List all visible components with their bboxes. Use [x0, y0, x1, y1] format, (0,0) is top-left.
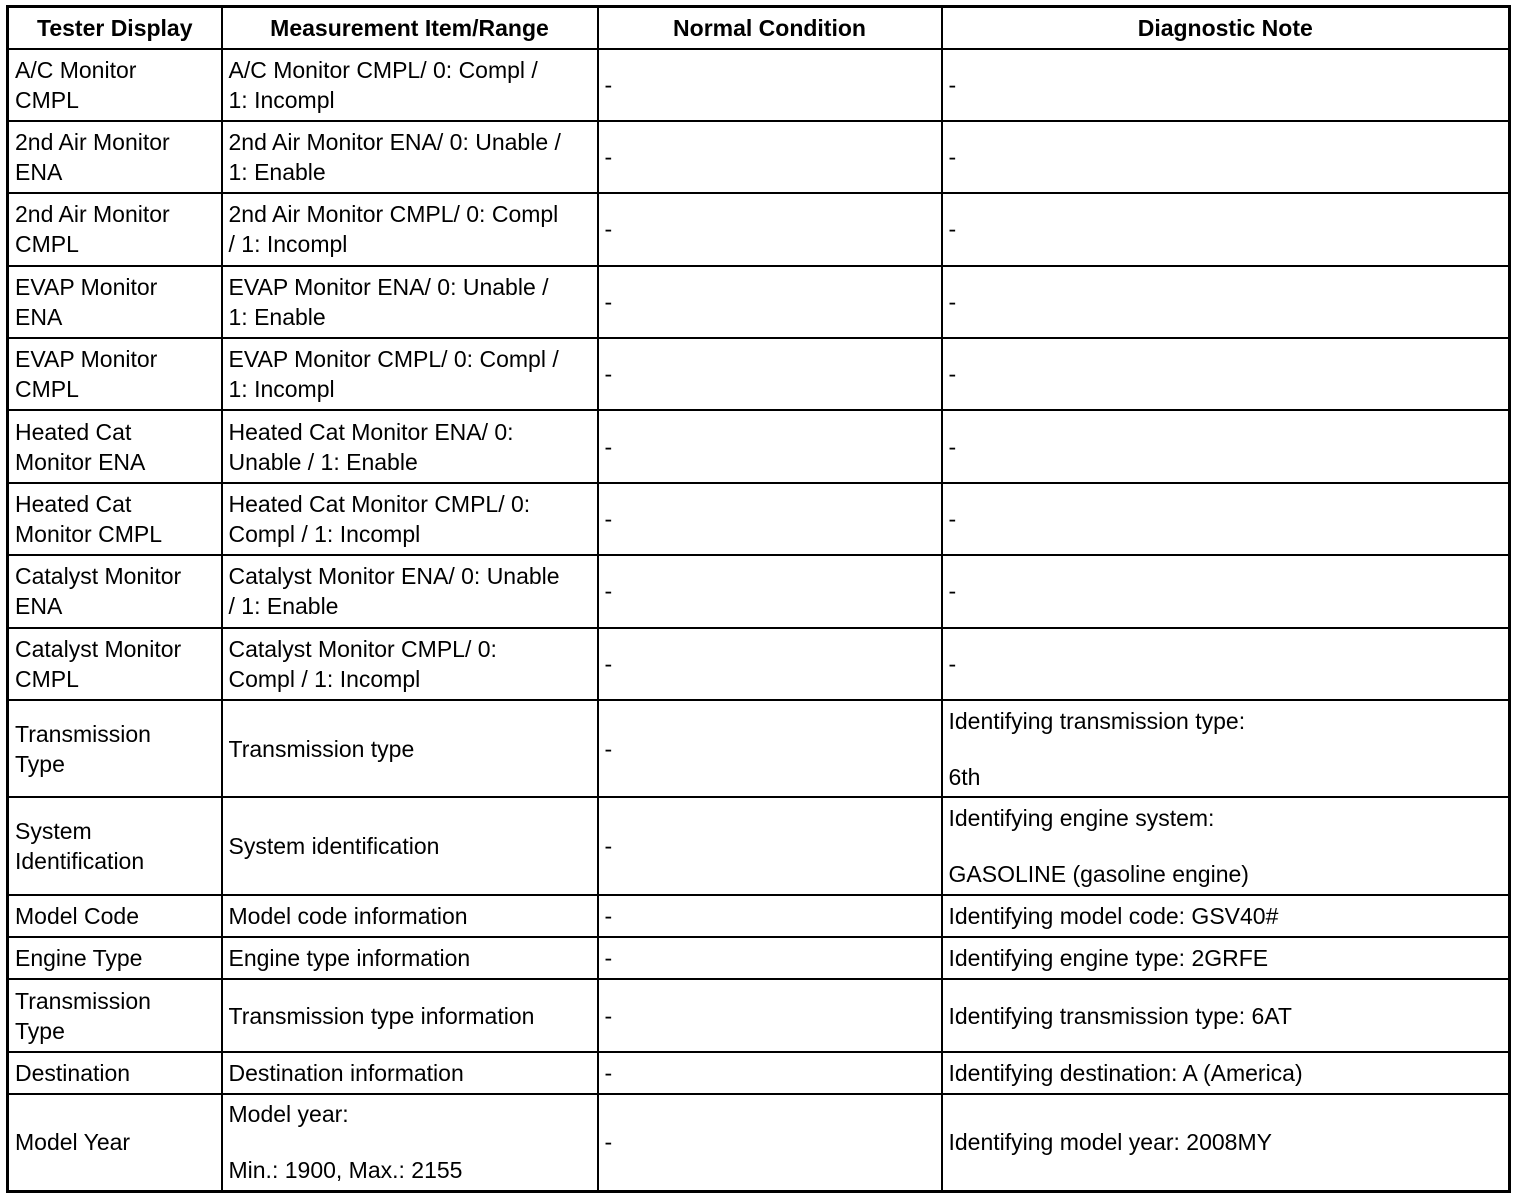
- cell-text-line: 2nd Air Monitor ENA/ 0: Unable /: [228, 129, 561, 156]
- tester-display-cell: [8, 700, 222, 798]
- line-spacer: [949, 736, 1503, 762]
- diagnostic-note-cell: [942, 338, 1510, 410]
- table-row: [8, 797, 1510, 895]
- cell-text-line: Identifying transmission type:: [948, 707, 1246, 734]
- cell-text-line: / 1: Incompl: [228, 231, 348, 258]
- normal-condition-cell: [598, 483, 942, 555]
- diagnostic-note-cell: [942, 1052, 1510, 1094]
- table-row: [8, 979, 1510, 1051]
- cell-text-line: 6th: [948, 763, 981, 790]
- normal-condition-cell: [598, 937, 942, 979]
- cell-text-line: Compl / 1: Incompl: [228, 665, 421, 692]
- cell-text-line: CMPL: [15, 665, 79, 692]
- diagnostic-note-cell: [942, 797, 1510, 895]
- cell-text-line: Model Code: [15, 902, 140, 929]
- normal-condition-cell: [598, 1052, 942, 1094]
- measurement-cell: [222, 49, 598, 121]
- cell-text-line: CMPL: [15, 376, 79, 403]
- diagnostic-note-cell: [942, 555, 1510, 627]
- tester-display-cell: [8, 49, 222, 121]
- table-row: [8, 193, 1510, 265]
- cell-text-line: Monitor ENA: [15, 448, 146, 475]
- normal-condition-cell: [598, 338, 942, 410]
- cell-text-line: Transmission: [15, 720, 151, 747]
- cell-text-line: 1: Enable: [228, 159, 326, 186]
- table-row: [8, 49, 1510, 121]
- cell-text-line: Heated Cat Monitor ENA/ 0:: [228, 418, 514, 445]
- cell-text: -: [604, 433, 613, 460]
- tester-display-cell: [8, 1094, 222, 1192]
- cell-text-line: Identifying destination: A (America): [948, 1059, 1303, 1086]
- cell-text-line: -: [948, 361, 957, 388]
- cell-text: -: [604, 650, 613, 677]
- cell-text-line: Identifying engine system:: [948, 805, 1215, 832]
- measurement-cell: [222, 700, 598, 798]
- table-row: [8, 266, 1510, 338]
- cell-text-line: Identification: [15, 848, 145, 875]
- normal-condition-cell: [598, 628, 942, 700]
- diagnostic-data-table: [6, 5, 1511, 1193]
- cell-text-line: EVAP Monitor: [15, 273, 158, 300]
- cell-text-line: 1: Incompl: [228, 376, 335, 403]
- cell-text-line: 1: Enable: [228, 303, 326, 330]
- cell-text-line: Identifying engine type: 2GRFE: [948, 945, 1269, 972]
- table-row: [8, 483, 1510, 555]
- measurement-cell: [222, 410, 598, 482]
- line-spacer: [949, 833, 1503, 859]
- diagnostic-note-cell: [942, 193, 1510, 265]
- cell-text-line: Transmission type information: [228, 1002, 535, 1029]
- cell-text-line: / 1: Enable: [228, 593, 339, 620]
- cell-text-line: CMPL: [15, 231, 79, 258]
- cell-text: -: [604, 505, 613, 532]
- cell-text-line: -: [948, 505, 957, 532]
- diagnostic-note-cell: [942, 121, 1510, 193]
- cell-text-line: Heated Cat: [15, 490, 132, 517]
- normal-condition-cell: [598, 797, 942, 895]
- cell-text-line: System: [15, 818, 92, 845]
- measurement-cell: [222, 266, 598, 338]
- diagnostic-note-cell: [942, 628, 1510, 700]
- cell-text-line: Transmission type: [228, 735, 415, 762]
- cell-text-line: 2nd Air Monitor CMPL/ 0: Compl: [228, 201, 559, 228]
- measurement-cell: [222, 193, 598, 265]
- header-diagnostic-note: Diagnostic Note: [942, 7, 1510, 49]
- cell-text-line: Model code information: [228, 902, 468, 929]
- header-row: [8, 7, 1510, 49]
- cell-text: -: [604, 1002, 613, 1029]
- cell-text-line: Engine Type: [15, 945, 143, 972]
- cell-text-line: CMPL: [15, 86, 79, 113]
- cell-text: -: [604, 144, 613, 171]
- diagnostic-note-cell: [942, 49, 1510, 121]
- cell-text-line: Heated Cat Monitor CMPL/ 0:: [228, 490, 531, 517]
- diagnostic-note-cell: [942, 979, 1510, 1051]
- cell-text-line: Catalyst Monitor: [15, 635, 182, 662]
- cell-text-line: System identification: [228, 833, 440, 860]
- table-row: [8, 1094, 1510, 1192]
- cell-text: -: [604, 735, 613, 762]
- table-row: [8, 700, 1510, 798]
- cell-text-line: Heated Cat: [15, 418, 132, 445]
- cell-text-line: -: [948, 144, 957, 171]
- cell-text-line: Type: [15, 750, 65, 777]
- cell-text-line: Model Year: [15, 1129, 131, 1156]
- cell-text-line: Min.: 1900, Max.: 2155: [228, 1157, 463, 1184]
- cell-text-line: Destination: [15, 1059, 131, 1086]
- normal-condition-cell: [598, 410, 942, 482]
- measurement-cell: [222, 628, 598, 700]
- cell-text: -: [604, 1129, 613, 1156]
- diagnostic-note-cell: [942, 937, 1510, 979]
- cell-text-line: Catalyst Monitor: [15, 563, 182, 590]
- line-spacer: [229, 1129, 591, 1155]
- header-tester-display: Tester Display: [8, 7, 222, 49]
- table-row: [8, 410, 1510, 482]
- cell-text-line: -: [948, 578, 957, 605]
- cell-text-line: A/C Monitor CMPL/ 0: Compl /: [228, 56, 538, 83]
- normal-condition-cell: [598, 1094, 942, 1192]
- cell-text-line: Unable / 1: Enable: [228, 448, 418, 475]
- measurement-cell: [222, 555, 598, 627]
- tester-display-cell: [8, 979, 222, 1051]
- tester-display-cell: [8, 555, 222, 627]
- normal-condition-cell: [598, 49, 942, 121]
- diagnostic-note-cell: [942, 266, 1510, 338]
- tester-display-cell: [8, 895, 222, 937]
- normal-condition-cell: [598, 121, 942, 193]
- cell-text-line: -: [948, 71, 957, 98]
- diagnostic-note-cell: [942, 895, 1510, 937]
- measurement-cell: [222, 1094, 598, 1192]
- tester-display-cell: [8, 338, 222, 410]
- tester-display-cell: [8, 937, 222, 979]
- measurement-cell: [222, 1052, 598, 1094]
- measurement-cell: [222, 121, 598, 193]
- cell-text-line: Model year:: [228, 1101, 349, 1128]
- cell-text-line: Transmission: [15, 987, 151, 1014]
- diagnostic-note-cell: [942, 700, 1510, 798]
- measurement-cell: [222, 979, 598, 1051]
- cell-text: -: [604, 578, 613, 605]
- cell-text: -: [604, 945, 613, 972]
- cell-text-line: -: [948, 433, 957, 460]
- cell-text: -: [604, 902, 613, 929]
- tester-display-cell: [8, 628, 222, 700]
- cell-text: -: [604, 361, 613, 388]
- cell-text-line: 1: Incompl: [228, 86, 335, 113]
- cell-text-line: Catalyst Monitor ENA/ 0: Unable: [228, 563, 560, 590]
- cell-text-line: GASOLINE (gasoline engine): [948, 861, 1249, 888]
- cell-text-line: Type: [15, 1017, 65, 1044]
- cell-text-line: ENA: [15, 303, 63, 330]
- tester-display-cell: [8, 483, 222, 555]
- cell-text-line: Identifying model year: 2008MY: [948, 1129, 1272, 1156]
- measurement-cell: [222, 937, 598, 979]
- diagnostic-note-cell: [942, 483, 1510, 555]
- cell-text-line: EVAP Monitor: [15, 346, 158, 373]
- normal-condition-cell: [598, 266, 942, 338]
- cell-text-line: Engine type information: [228, 945, 471, 972]
- tester-display-cell: [8, 1052, 222, 1094]
- header-measurement-item-range: Measurement Item/Range: [222, 7, 598, 49]
- normal-condition-cell: [598, 895, 942, 937]
- table-body: [8, 49, 1510, 1192]
- cell-text-line: 2nd Air Monitor: [15, 201, 170, 228]
- cell-text-line: Destination information: [228, 1059, 464, 1086]
- table-row: [8, 555, 1510, 627]
- cell-text: -: [604, 1059, 613, 1086]
- cell-text-line: A/C Monitor: [15, 56, 137, 83]
- tester-display-cell: [8, 266, 222, 338]
- cell-text-line: Compl / 1: Incompl: [228, 520, 421, 547]
- cell-text-line: -: [948, 216, 957, 243]
- table-row: [8, 895, 1510, 937]
- cell-text: -: [604, 288, 613, 315]
- cell-text-line: Monitor CMPL: [15, 520, 162, 547]
- normal-condition-cell: [598, 979, 942, 1051]
- cell-text-line: ENA: [15, 593, 63, 620]
- table-row: [8, 937, 1510, 979]
- normal-condition-cell: [598, 193, 942, 265]
- cell-text-line: EVAP Monitor ENA/ 0: Unable /: [228, 273, 549, 300]
- diagnostic-note-cell: [942, 410, 1510, 482]
- cell-text: -: [604, 833, 613, 860]
- table-row: [8, 628, 1510, 700]
- cell-text-line: ENA: [15, 159, 63, 186]
- measurement-cell: [222, 797, 598, 895]
- cell-text: -: [604, 216, 613, 243]
- cell-text-line: -: [948, 650, 957, 677]
- tester-display-cell: [8, 193, 222, 265]
- measurement-cell: [222, 338, 598, 410]
- header-normal-condition: Normal Condition: [598, 7, 942, 49]
- cell-text-line: -: [948, 288, 957, 315]
- tester-display-cell: [8, 410, 222, 482]
- cell-text-line: Identifying model code: GSV40#: [948, 902, 1279, 929]
- measurement-cell: [222, 483, 598, 555]
- table-row: [8, 1052, 1510, 1094]
- table-row: [8, 338, 1510, 410]
- table-row: [8, 121, 1510, 193]
- measurement-cell: [222, 895, 598, 937]
- normal-condition-cell: [598, 700, 942, 798]
- cell-text-line: Catalyst Monitor CMPL/ 0:: [228, 635, 497, 662]
- tester-display-cell: [8, 121, 222, 193]
- cell-text: -: [604, 71, 613, 98]
- cell-text-line: EVAP Monitor CMPL/ 0: Compl /: [228, 346, 559, 373]
- tester-display-cell: [8, 797, 222, 895]
- diagnostic-note-cell: [942, 1094, 1510, 1192]
- normal-condition-cell: [598, 555, 942, 627]
- cell-text-line: Identifying transmission type: 6AT: [948, 1002, 1292, 1029]
- cell-text-line: 2nd Air Monitor: [15, 129, 170, 156]
